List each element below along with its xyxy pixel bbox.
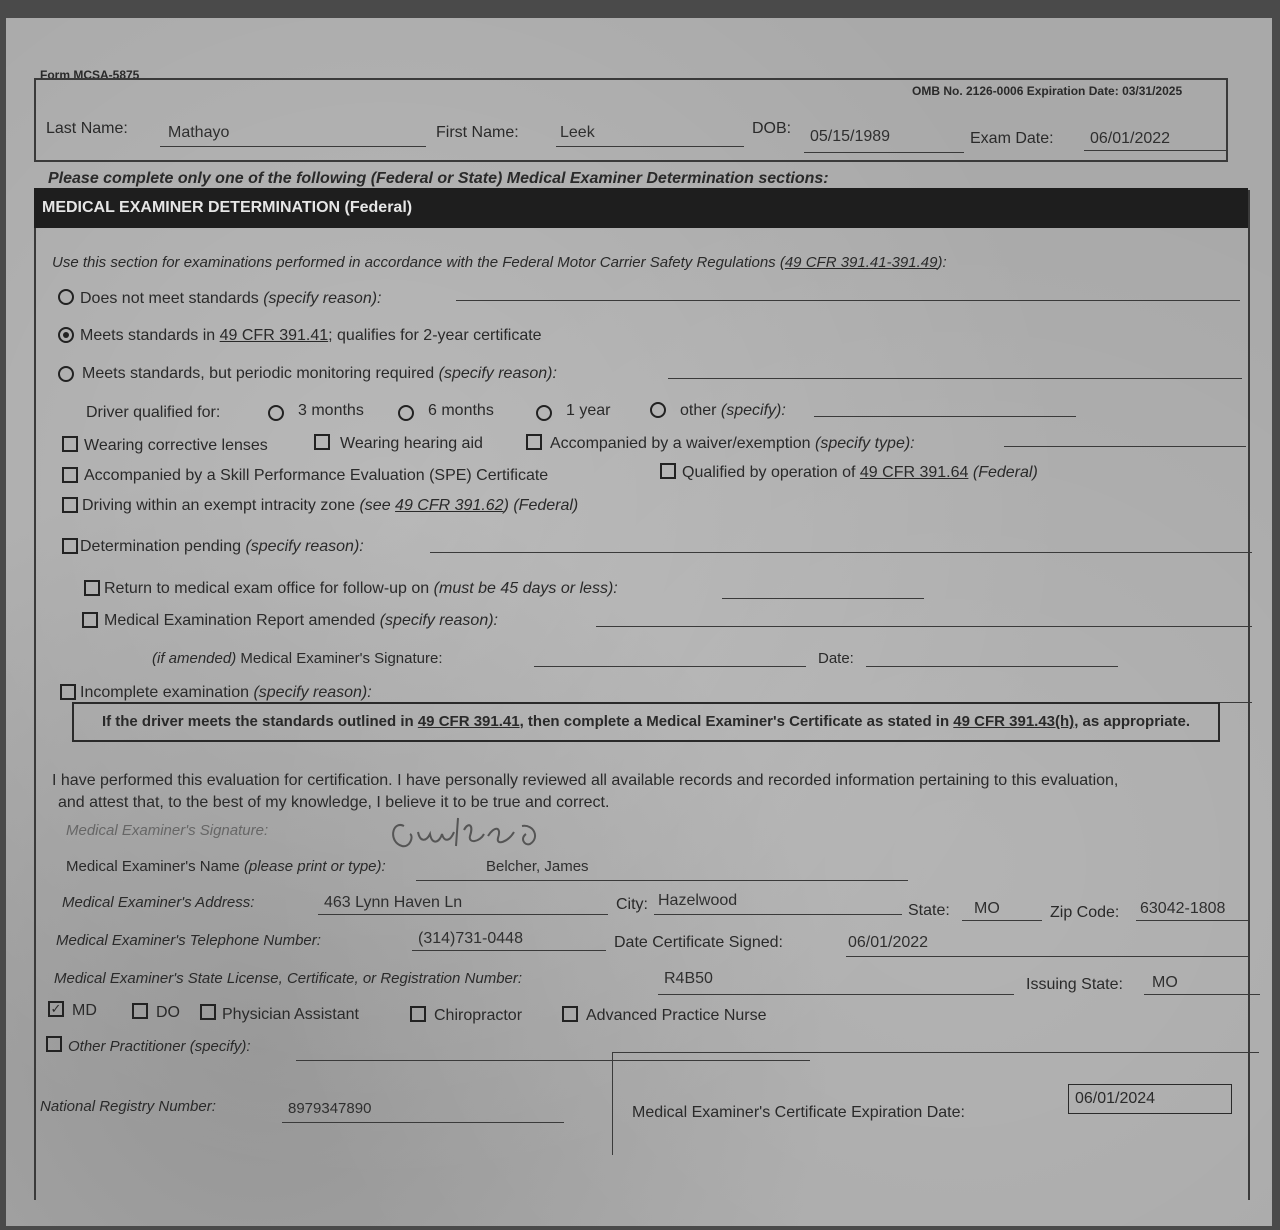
- examiner-signature: [384, 812, 554, 856]
- examiner-address-label: Medical Examiner's Address:: [62, 894, 255, 911]
- checkbox-other-practitioner[interactable]: [46, 1036, 62, 1052]
- do-label: DO: [156, 1004, 180, 1021]
- does-not-meet-label: Does not meet standards (specify reason):: [80, 290, 382, 307]
- other-duration-label: other (specify):: [680, 402, 786, 419]
- hearing-aid-label: Wearing hearing aid: [340, 435, 483, 452]
- periodic-monitoring-line[interactable]: [668, 378, 1242, 379]
- driver-info-box: [34, 78, 1228, 162]
- zip-value[interactable]: 63042-1808: [1140, 900, 1226, 917]
- use-section-text: Use this section for examinations performed in accordance with the Federal Motor Carrier Safety Regulations (49 CFR 391.41-391.49):: [52, 254, 947, 271]
- determination-pending-label: Determination pending (specify reason):: [80, 538, 364, 555]
- advanced-practice-nurse-label: Advanced Practice Nurse: [586, 1007, 767, 1024]
- six-months-label: 6 months: [428, 402, 494, 419]
- checkbox-advanced-practice-nurse[interactable]: [562, 1006, 578, 1022]
- radio-periodic-monitoring[interactable]: [58, 366, 74, 382]
- checkbox-chiropractor[interactable]: [410, 1006, 426, 1022]
- determination-pending-line[interactable]: [430, 552, 1252, 553]
- return-followup-line[interactable]: [722, 598, 924, 599]
- radio-other[interactable]: [650, 402, 666, 418]
- amended-date-label: Date:: [818, 650, 854, 667]
- last-name-label: Last Name:: [46, 120, 128, 137]
- expiration-date-value[interactable]: 06/01/2024: [1068, 1084, 1232, 1114]
- qualified-for-label: Driver qualified for:: [86, 404, 221, 421]
- issuing-state-label: Issuing State:: [1026, 976, 1123, 993]
- date-signed-line: [846, 956, 1250, 957]
- other-practitioner-label: Other Practitioner (specify):: [68, 1038, 251, 1055]
- first-name-line: [556, 146, 744, 147]
- exam-date-value[interactable]: 06/01/2022: [1090, 130, 1171, 147]
- amended-date-line[interactable]: [866, 666, 1118, 667]
- examiner-phone-value[interactable]: (314)731-0448: [418, 930, 523, 947]
- checkbox-report-amended[interactable]: [82, 612, 98, 628]
- report-amended-line[interactable]: [596, 626, 1252, 627]
- last-name-line: [160, 146, 426, 147]
- qualified-operation-label: Qualified by operation of 49 CFR 391.64 (Federal): [682, 464, 1038, 481]
- checkbox-physician-assistant[interactable]: [200, 1004, 216, 1020]
- omb-number: OMB No. 2126-0006 Expiration Date: 03/31/2025: [912, 84, 1183, 98]
- return-followup-label: Return to medical exam office for follow-up on (must be 45 days or less):: [104, 580, 618, 597]
- license-line: [658, 994, 1014, 995]
- checkbox-incomplete-exam[interactable]: [60, 684, 76, 700]
- instruction-text: Please complete only one of the following (Federal or State) Medical Examiner Determination sections:: [48, 170, 829, 187]
- issuing-state-value[interactable]: MO: [1152, 974, 1178, 991]
- city-line: [654, 914, 902, 915]
- first-name-label: First Name:: [436, 124, 519, 141]
- radio-6-months[interactable]: [398, 405, 414, 421]
- examiner-phone-label: Medical Examiner's Telephone Number:: [56, 932, 321, 949]
- incomplete-exam-label: Incomplete examination (specify reason):: [80, 684, 372, 701]
- chiropractor-label: Chiropractor: [434, 1007, 523, 1024]
- date-signed-value[interactable]: 06/01/2022: [848, 934, 929, 951]
- waiver-line[interactable]: [1004, 446, 1246, 447]
- other-duration-line[interactable]: [814, 416, 1076, 417]
- intracity-zone-label: Driving within an exempt intracity zone (see 49 CFR 391.62) (Federal): [82, 497, 579, 514]
- first-name-value[interactable]: Leek: [560, 124, 595, 141]
- checkbox-waiver[interactable]: [526, 434, 542, 450]
- last-name-value[interactable]: Mathayo: [168, 124, 230, 141]
- report-amended-label: Medical Examination Report amended (specify reason):: [104, 612, 498, 629]
- checkbox-hearing-aid[interactable]: [314, 434, 330, 450]
- radio-meets-standards[interactable]: [58, 327, 74, 343]
- date-signed-label: Date Certificate Signed:: [614, 934, 783, 951]
- zip-label: Zip Code:: [1050, 904, 1120, 921]
- checkbox-determination-pending[interactable]: [62, 538, 78, 554]
- state-label: State:: [908, 902, 950, 919]
- examiner-name-value[interactable]: Belcher, James: [486, 858, 589, 875]
- one-year-label: 1 year: [566, 402, 611, 419]
- city-value[interactable]: Hazelwood: [658, 892, 738, 909]
- examiner-address-value[interactable]: 463 Lynn Haven Ln: [324, 894, 463, 911]
- license-value[interactable]: R4B50: [664, 970, 713, 987]
- radio-does-not-meet[interactable]: [58, 289, 74, 305]
- form-id: Form MCSA-5875: [40, 68, 140, 82]
- examiner-signature-label: Medical Examiner's Signature:: [66, 822, 269, 839]
- radio-1-year[interactable]: [536, 405, 552, 421]
- state-value[interactable]: MO: [974, 900, 1000, 917]
- registry-number-line: [282, 1122, 564, 1123]
- waiver-label: Accompanied by a waiver/exemption (specify type):: [550, 435, 915, 452]
- examiner-name-line: [416, 880, 908, 881]
- certificate-notice: If the driver meets the standards outlined in 49 CFR 391.41, then complete a Medical Examiner's Certificate as stated in 49 CFR 391.43(h), as appropriate.: [72, 702, 1220, 742]
- checkbox-intracity-zone[interactable]: [62, 497, 78, 513]
- checkbox-do[interactable]: [132, 1003, 148, 1019]
- attestation-line-2: and attest that, to the best of my knowledge, I believe it to be true and correct.: [58, 794, 610, 811]
- examiner-name-label: Medical Examiner's Name (please print or type):: [66, 858, 386, 875]
- examiner-address-line: [318, 914, 608, 915]
- physician-assistant-label: Physician Assistant: [222, 1006, 359, 1023]
- does-not-meet-line[interactable]: [456, 300, 1240, 301]
- exam-date-label: Exam Date:: [970, 130, 1054, 147]
- checkbox-corrective-lenses[interactable]: [62, 436, 78, 452]
- city-label: City:: [616, 896, 648, 913]
- attestation-line-1: I have performed this evaluation for certification. I have personally reviewed all available records and recorded information pertaining to this evaluation,: [52, 772, 1119, 789]
- three-months-label: 3 months: [298, 402, 364, 419]
- meets-standards-label: Meets standards in 49 CFR 391.41; qualifies for 2-year certificate: [80, 327, 542, 344]
- registry-number-value[interactable]: 8979347890: [288, 1100, 372, 1117]
- checkbox-md[interactable]: ✓: [48, 1001, 64, 1017]
- exam-date-line: [1084, 150, 1228, 151]
- spe-certificate-label: Accompanied by a Skill Performance Evaluation (SPE) Certificate: [84, 467, 549, 484]
- md-label: MD: [72, 1002, 97, 1019]
- corrective-lenses-label: Wearing corrective lenses: [84, 437, 268, 454]
- dob-label: DOB:: [752, 120, 792, 137]
- section-title: MEDICAL EXAMINER DETERMINATION (Federal): [34, 188, 1248, 228]
- dob-value[interactable]: 05/15/1989: [810, 128, 891, 145]
- issuing-state-line: [1144, 994, 1260, 995]
- checkbox-spe-certificate[interactable]: [62, 467, 78, 483]
- radio-3-months[interactable]: [268, 405, 284, 421]
- amended-signature-label: (if amended) Medical Examiner's Signature:: [152, 650, 443, 667]
- zip-line: [1136, 920, 1250, 921]
- examiner-phone-line: [412, 950, 606, 951]
- periodic-monitoring-label: Meets standards, but periodic monitoring required (specify reason):: [82, 365, 557, 382]
- dob-line: [804, 152, 964, 153]
- state-line: [962, 920, 1042, 921]
- license-label: Medical Examiner's State License, Certificate, or Registration Number:: [54, 970, 523, 987]
- registry-number-label: National Registry Number:: [40, 1098, 216, 1115]
- amended-signature-line[interactable]: [534, 666, 806, 667]
- checkbox-qualified-operation[interactable]: [660, 463, 676, 479]
- checkbox-return-followup[interactable]: [84, 580, 100, 596]
- expiration-date-label: Medical Examiner's Certificate Expiration Date:: [632, 1104, 965, 1121]
